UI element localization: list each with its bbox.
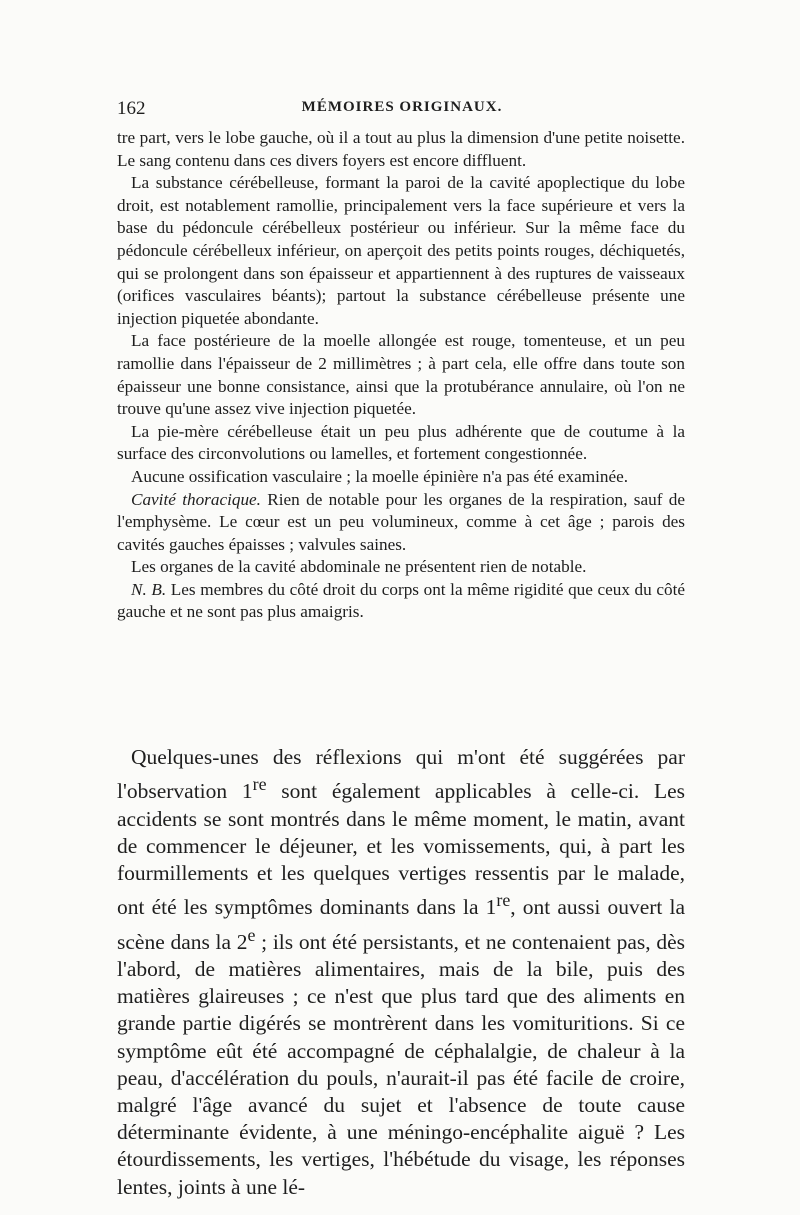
section-label-thoracic: Cavité thoracique. — [131, 489, 261, 509]
paragraph-abdominal-cavity: Les organes de la cavité abdominale ne présentent rien de notable. — [131, 557, 587, 577]
paragraph-medulla: La face postérieure de la moelle allongée est rouge, tomenteuse, et un peu ramollie dans l'épaisseur de 2 millimètres ; à part cela, elle offre dans toute son épaisseur une bonne consistance, ainsi que la protubérance annulaire, où l'on ne trouve qu'une assez vive injection piquetée. — [117, 331, 685, 419]
superscript-e: e — [247, 924, 256, 945]
page-header — [117, 98, 687, 122]
commentary-text — [117, 744, 685, 1201]
paragraph-commentary — [117, 744, 685, 1201]
paragraph-ossification: Aucune ossification vasculaire ; la moelle épinière n'a pas été examinée. — [131, 466, 629, 486]
nota-bene-label: N. B. — [131, 579, 167, 599]
paragraph-nota-bene — [117, 579, 685, 624]
commentary-part-4: ; ils ont été persistants, et ne contenaient pas, dès l'abord, de matières alimentaires, mais de la bile, puis des matières glaireuses ; ce n'est que plus tard que des aliments en grande partie digérés se montrèrent dans les vomituritions. Si ce symptôme eût été accompagné de céphalalgie, de chaleur à la peau, d'accélération du pouls, n'aurait-il pas été facile de croire, malgré l'âge avancé du sujet et l'absence de toute cause déterminante évidente, à une méningo-encéphalite aiguë ? Les étourdissements, les vertiges, l'hébétude du visage, les réponses lentes, joints à une lé- — [117, 929, 685, 1199]
superscript-re-2: re — [496, 890, 511, 911]
commentary-part-3: , ont aussi ouvert la scène dans la 2 — [117, 895, 685, 954]
commentary-part-1: Quelques-unes des réflexions qui m'ont été suggérées par l'observation 1 — [117, 745, 685, 804]
paragraph-cerebellar-substance: La substance cérébelleuse, formant la paroi de la cavité apoplectique du lobe droit, est notablement ramollie, principalement vers la face supérieure et vers la base du pédoncule cérébelleux postérieur ou inférieur. Sur la même face du pédoncule cérébelleux inférieur, on aperçoit des petits points rouges, déchiquetés, qui se prolongent dans son épaisseur et appartiennent à des ruptures de vaisseaux (orifices vasculaires béants); partout la substance cérébelleuse présente une injection piquetée abondante. — [117, 173, 685, 328]
superscript-re: re — [252, 774, 267, 795]
observation-text — [117, 127, 685, 624]
paragraph-thoracic-cavity — [117, 489, 685, 557]
nota-bene-text: Les membres du côté droit du corps ont la même rigidité que ceux du côté gauche et ne sont pas plus amaigris. — [117, 579, 685, 622]
commentary-part-2: sont également applicables à celle-ci. Les accidents se sont montrés dans le même moment, le matin, avant de commencer le déjeuner, et les vomissements, qui, à part les fourmillements et les quelques vertiges ressentis par le malade, ont été les symptômes dominants dans la 1 — [117, 779, 686, 920]
running-title: MÉMOIRES ORIGINAUX. — [301, 99, 503, 115]
paragraph-pia-mater: La pie-mère cérébelleuse était un peu plus adhérente que de coutume à la surface des circonvolutions ou lamelles, et fortement congestionnée. — [117, 421, 685, 464]
page-number: 162 — [117, 98, 146, 119]
thoracic-text: Rien de notable pour les organes de la respiration, sauf de l'emphysème. Le cœur est un peu volumineux, comme à cet âge ; parois des cavités gauches épaisses ; valvules saines. — [117, 489, 685, 554]
paragraph-continuation: tre part, vers le lobe gauche, où il a tout au plus la dimension d'une petite noisette. Le sang contenu dans ces divers foyers est encore diffluent. — [117, 128, 685, 170]
